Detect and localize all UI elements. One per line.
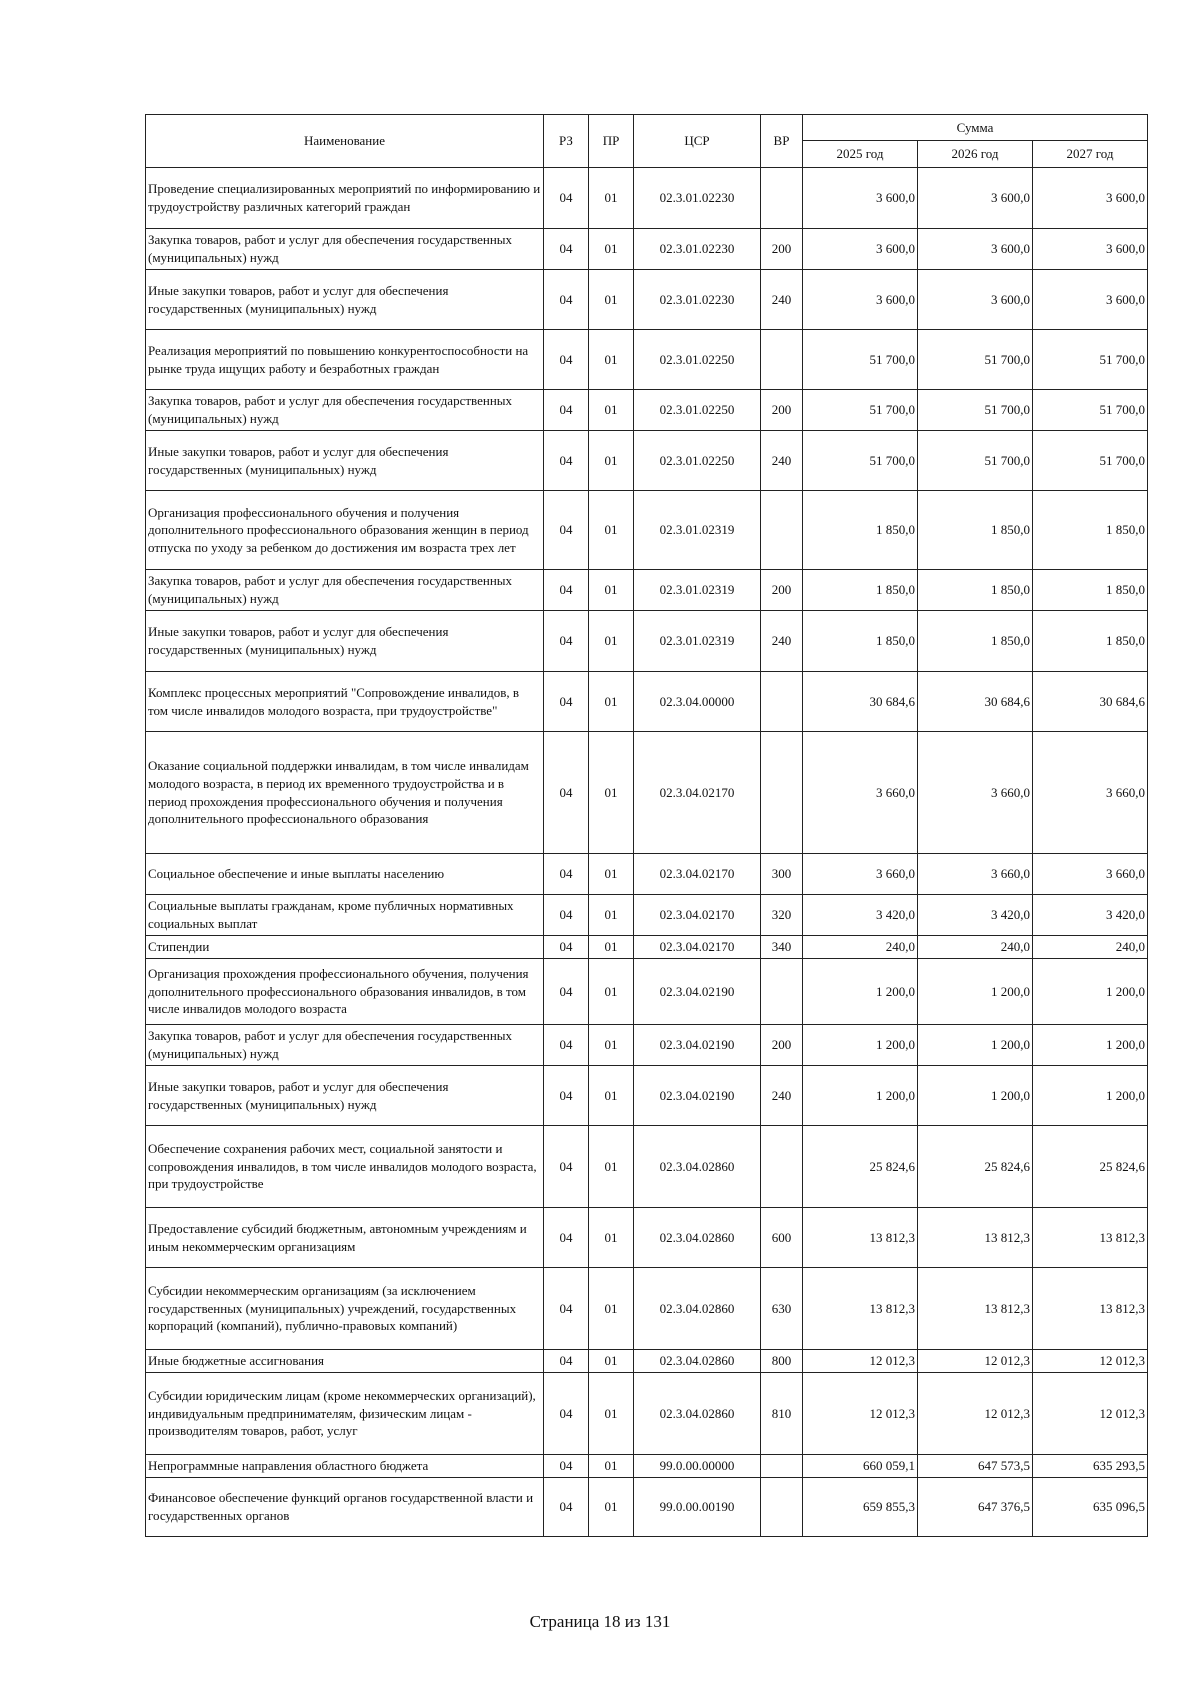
row-amount-2025: 51 700,0 [803, 431, 918, 491]
row-csr: 99.0.00.00000 [634, 1455, 761, 1478]
row-pr: 01 [589, 732, 634, 854]
row-amount-2027: 51 700,0 [1033, 390, 1148, 431]
row-vr: 630 [761, 1268, 803, 1350]
row-vr: 200 [761, 229, 803, 270]
row-vr: 600 [761, 1208, 803, 1268]
header-sum: Сумма [803, 115, 1148, 141]
row-amount-2026: 3 600,0 [918, 168, 1033, 229]
row-name: Закупка товаров, работ и услуг для обеспечения государственных (муниципальных) нужд [146, 570, 544, 611]
row-rz: 04 [544, 229, 589, 270]
row-amount-2027: 51 700,0 [1033, 431, 1148, 491]
row-csr: 02.3.01.02319 [634, 570, 761, 611]
header-pr: ПР [589, 115, 634, 168]
row-rz: 04 [544, 959, 589, 1025]
row-amount-2026: 1 850,0 [918, 570, 1033, 611]
row-rz: 04 [544, 672, 589, 732]
row-rz: 04 [544, 1025, 589, 1066]
row-rz: 04 [544, 611, 589, 672]
row-csr: 02.3.04.02860 [634, 1373, 761, 1455]
row-rz: 04 [544, 330, 589, 390]
table-row [146, 672, 1148, 732]
row-vr: 200 [761, 570, 803, 611]
row-vr: 240 [761, 611, 803, 672]
row-amount-2026: 25 824,6 [918, 1126, 1033, 1208]
row-amount-2027: 3 600,0 [1033, 270, 1148, 330]
header-vr: ВР [761, 115, 803, 168]
row-name: Социальное обеспечение и иные выплаты населению [146, 854, 544, 895]
header-csr: ЦСР [634, 115, 761, 168]
row-amount-2027: 3 660,0 [1033, 732, 1148, 854]
row-amount-2026: 51 700,0 [918, 330, 1033, 390]
row-pr: 01 [589, 491, 634, 570]
row-amount-2025: 1 850,0 [803, 570, 918, 611]
row-amount-2026: 647 376,5 [918, 1478, 1033, 1537]
row-pr: 01 [589, 570, 634, 611]
row-amount-2025: 659 855,3 [803, 1478, 918, 1537]
row-amount-2027: 1 200,0 [1033, 1025, 1148, 1066]
row-vr: 340 [761, 936, 803, 959]
row-pr: 01 [589, 959, 634, 1025]
row-csr: 02.3.01.02250 [634, 390, 761, 431]
row-rz: 04 [544, 1268, 589, 1350]
row-name: Обеспечение сохранения рабочих мест, социальной занятости и сопровождения инвалидов, в том числе инвалидов молодого возраста, при трудоустройстве [146, 1126, 544, 1208]
row-amount-2025: 1 200,0 [803, 1066, 918, 1126]
row-amount-2027: 1 850,0 [1033, 570, 1148, 611]
row-name: Организация прохождения профессионального обучения, получения дополнительного профессионального образования инвалидов, в том числе инвалидов молодого возраста [146, 959, 544, 1025]
row-name: Финансовое обеспечение функций органов государственной власти и государственных органов [146, 1478, 544, 1537]
table-row [146, 1478, 1148, 1537]
row-csr: 02.3.01.02230 [634, 229, 761, 270]
row-name: Иные бюджетные ассигнования [146, 1350, 544, 1373]
row-amount-2026: 1 200,0 [918, 1066, 1033, 1126]
row-amount-2027: 13 812,3 [1033, 1208, 1148, 1268]
table-row [146, 570, 1148, 611]
row-name: Проведение специализированных мероприятий по информированию и трудоустройству различных категорий граждан [146, 168, 544, 229]
row-csr: 02.3.04.02190 [634, 1066, 761, 1126]
row-amount-2025: 660 059,1 [803, 1455, 918, 1478]
row-vr [761, 168, 803, 229]
row-amount-2027: 1 850,0 [1033, 491, 1148, 570]
row-vr [761, 672, 803, 732]
row-amount-2026: 13 812,3 [918, 1268, 1033, 1350]
table-row [146, 959, 1148, 1025]
row-amount-2026: 3 600,0 [918, 229, 1033, 270]
row-name: Субсидии некоммерческим организациям (за исключением государственных (муниципальных) учреждений, государственных корпораций (компаний), публично-правовых компаний) [146, 1268, 544, 1350]
row-pr: 01 [589, 270, 634, 330]
row-vr [761, 959, 803, 1025]
row-name: Непрограммные направления областного бюджета [146, 1455, 544, 1478]
table-row [146, 431, 1148, 491]
row-pr: 01 [589, 854, 634, 895]
row-rz: 04 [544, 1350, 589, 1373]
row-amount-2025: 51 700,0 [803, 390, 918, 431]
row-rz: 04 [544, 1208, 589, 1268]
row-amount-2026: 3 420,0 [918, 895, 1033, 936]
row-pr: 01 [589, 1208, 634, 1268]
row-csr: 02.3.01.02319 [634, 491, 761, 570]
table-body [146, 168, 1148, 1537]
row-vr: 300 [761, 854, 803, 895]
row-pr: 01 [589, 390, 634, 431]
row-amount-2027: 30 684,6 [1033, 672, 1148, 732]
header-year-2027: 2027 год [1033, 141, 1148, 168]
row-pr: 01 [589, 1373, 634, 1455]
row-pr: 01 [589, 330, 634, 390]
row-pr: 01 [589, 1268, 634, 1350]
row-amount-2026: 13 812,3 [918, 1208, 1033, 1268]
row-amount-2025: 13 812,3 [803, 1268, 918, 1350]
row-rz: 04 [544, 168, 589, 229]
row-vr [761, 491, 803, 570]
header-name: Наименование [146, 115, 544, 168]
row-amount-2026: 647 573,5 [918, 1455, 1033, 1478]
table-row [146, 1373, 1148, 1455]
row-amount-2027: 12 012,3 [1033, 1373, 1148, 1455]
row-csr: 02.3.04.02190 [634, 1025, 761, 1066]
row-pr: 01 [589, 936, 634, 959]
table-row [146, 270, 1148, 330]
row-name: Стипендии [146, 936, 544, 959]
header-year-2026: 2026 год [918, 141, 1033, 168]
budget-table [145, 114, 1148, 1537]
row-amount-2025: 13 812,3 [803, 1208, 918, 1268]
row-amount-2025: 1 850,0 [803, 491, 918, 570]
row-amount-2027: 635 293,5 [1033, 1455, 1148, 1478]
row-csr: 99.0.00.00190 [634, 1478, 761, 1537]
row-amount-2026: 12 012,3 [918, 1350, 1033, 1373]
row-amount-2027: 3 600,0 [1033, 229, 1148, 270]
row-amount-2025: 12 012,3 [803, 1350, 918, 1373]
row-pr: 01 [589, 168, 634, 229]
row-amount-2025: 3 660,0 [803, 732, 918, 854]
table-row [146, 1066, 1148, 1126]
row-vr: 320 [761, 895, 803, 936]
row-csr: 02.3.04.00000 [634, 672, 761, 732]
row-csr: 02.3.04.02170 [634, 732, 761, 854]
table-row [146, 229, 1148, 270]
row-rz: 04 [544, 390, 589, 431]
table-row [146, 1126, 1148, 1208]
row-vr: 240 [761, 1066, 803, 1126]
row-amount-2027: 1 200,0 [1033, 959, 1148, 1025]
table-row [146, 854, 1148, 895]
row-pr: 01 [589, 1066, 634, 1126]
row-amount-2027: 240,0 [1033, 936, 1148, 959]
row-amount-2025: 3 600,0 [803, 229, 918, 270]
row-amount-2027: 51 700,0 [1033, 330, 1148, 390]
row-amount-2025: 25 824,6 [803, 1126, 918, 1208]
row-rz: 04 [544, 936, 589, 959]
row-vr: 810 [761, 1373, 803, 1455]
header-rz: РЗ [544, 115, 589, 168]
row-vr [761, 330, 803, 390]
row-amount-2026: 1 200,0 [918, 1025, 1033, 1066]
row-vr [761, 1455, 803, 1478]
table-row [146, 1208, 1148, 1268]
row-pr: 01 [589, 1350, 634, 1373]
row-amount-2026: 51 700,0 [918, 390, 1033, 431]
row-pr: 01 [589, 1455, 634, 1478]
row-csr: 02.3.04.02860 [634, 1208, 761, 1268]
row-amount-2027: 1 200,0 [1033, 1066, 1148, 1126]
row-vr [761, 1478, 803, 1537]
row-rz: 04 [544, 1455, 589, 1478]
table-row [146, 611, 1148, 672]
page-number: Страница 18 из 131 [529, 1612, 671, 1631]
row-rz: 04 [544, 1126, 589, 1208]
row-rz: 04 [544, 491, 589, 570]
row-pr: 01 [589, 431, 634, 491]
row-amount-2025: 240,0 [803, 936, 918, 959]
row-amount-2027: 13 812,3 [1033, 1268, 1148, 1350]
row-rz: 04 [544, 854, 589, 895]
row-csr: 02.3.04.02190 [634, 959, 761, 1025]
row-vr: 240 [761, 431, 803, 491]
row-amount-2025: 1 200,0 [803, 1025, 918, 1066]
row-name: Реализация мероприятий по повышению конкурентоспособности на рынке труда ищущих работу и безработных граждан [146, 330, 544, 390]
row-pr: 01 [589, 229, 634, 270]
row-pr: 01 [589, 672, 634, 732]
row-pr: 01 [589, 895, 634, 936]
row-amount-2026: 1 850,0 [918, 611, 1033, 672]
row-csr: 02.3.04.02860 [634, 1268, 761, 1350]
row-csr: 02.3.01.02230 [634, 168, 761, 229]
row-rz: 04 [544, 1478, 589, 1537]
row-amount-2025: 12 012,3 [803, 1373, 918, 1455]
row-csr: 02.3.01.02250 [634, 431, 761, 491]
row-csr: 02.3.01.02250 [634, 330, 761, 390]
table-row [146, 1350, 1148, 1373]
row-rz: 04 [544, 1373, 589, 1455]
row-amount-2027: 635 096,5 [1033, 1478, 1148, 1537]
row-csr: 02.3.04.02860 [634, 1350, 761, 1373]
row-csr: 02.3.04.02860 [634, 1126, 761, 1208]
row-rz: 04 [544, 270, 589, 330]
row-amount-2027: 3 600,0 [1033, 168, 1148, 229]
row-name: Оказание социальной поддержки инвалидам, в том числе инвалидам молодого возраста, в период их временного трудоустройства и в период прохождения профессионального обучения и получения дополнительного профессионального образования [146, 732, 544, 854]
row-name: Иные закупки товаров, работ и услуг для обеспечения государственных (муниципальных) нужд [146, 270, 544, 330]
row-rz: 04 [544, 570, 589, 611]
row-name: Иные закупки товаров, работ и услуг для обеспечения государственных (муниципальных) нужд [146, 611, 544, 672]
header-year-2025: 2025 год [803, 141, 918, 168]
row-vr [761, 1126, 803, 1208]
row-amount-2025: 3 420,0 [803, 895, 918, 936]
row-csr: 02.3.04.02170 [634, 854, 761, 895]
row-name: Закупка товаров, работ и услуг для обеспечения государственных (муниципальных) нужд [146, 229, 544, 270]
row-name: Субсидии юридическим лицам (кроме некоммерческих организаций), индивидуальным предпринимателям, физическим лицам - производителям товаров, работ, услуг [146, 1373, 544, 1455]
row-csr: 02.3.01.02230 [634, 270, 761, 330]
table-row [146, 330, 1148, 390]
table-row [146, 732, 1148, 854]
row-amount-2027: 1 850,0 [1033, 611, 1148, 672]
row-amount-2025: 3 600,0 [803, 168, 918, 229]
row-name: Комплекс процессных мероприятий "Сопровождение инвалидов, в том числе инвалидов молодого возраста, при трудоустройстве" [146, 672, 544, 732]
row-amount-2025: 51 700,0 [803, 330, 918, 390]
row-amount-2025: 1 850,0 [803, 611, 918, 672]
row-rz: 04 [544, 732, 589, 854]
row-pr: 01 [589, 1126, 634, 1208]
table-row [146, 168, 1148, 229]
row-vr: 800 [761, 1350, 803, 1373]
row-pr: 01 [589, 1478, 634, 1537]
row-name: Закупка товаров, работ и услуг для обеспечения государственных (муниципальных) нужд [146, 1025, 544, 1066]
table-row [146, 1268, 1148, 1350]
row-amount-2026: 1 850,0 [918, 491, 1033, 570]
row-amount-2025: 3 600,0 [803, 270, 918, 330]
table-row [146, 936, 1148, 959]
table-row [146, 491, 1148, 570]
row-pr: 01 [589, 1025, 634, 1066]
row-rz: 04 [544, 431, 589, 491]
row-amount-2027: 12 012,3 [1033, 1350, 1148, 1373]
row-amount-2025: 30 684,6 [803, 672, 918, 732]
row-amount-2026: 51 700,0 [918, 431, 1033, 491]
row-amount-2026: 3 600,0 [918, 270, 1033, 330]
table-row [146, 1455, 1148, 1478]
row-amount-2025: 1 200,0 [803, 959, 918, 1025]
row-amount-2026: 3 660,0 [918, 732, 1033, 854]
table-row [146, 390, 1148, 431]
row-amount-2026: 240,0 [918, 936, 1033, 959]
row-amount-2027: 25 824,6 [1033, 1126, 1148, 1208]
row-amount-2026: 3 660,0 [918, 854, 1033, 895]
row-name: Предоставление субсидий бюджетным, автономным учреждениям и иным некоммерческим организациям [146, 1208, 544, 1268]
row-vr [761, 732, 803, 854]
row-name: Социальные выплаты гражданам, кроме публичных нормативных социальных выплат [146, 895, 544, 936]
row-rz: 04 [544, 895, 589, 936]
row-name: Закупка товаров, работ и услуг для обеспечения государственных (муниципальных) нужд [146, 390, 544, 431]
row-vr: 200 [761, 390, 803, 431]
row-pr: 01 [589, 611, 634, 672]
row-amount-2026: 12 012,3 [918, 1373, 1033, 1455]
row-csr: 02.3.01.02319 [634, 611, 761, 672]
row-name: Иные закупки товаров, работ и услуг для обеспечения государственных (муниципальных) нужд [146, 431, 544, 491]
row-amount-2027: 3 660,0 [1033, 854, 1148, 895]
table-row [146, 1025, 1148, 1066]
row-name: Организация профессионального обучения и получения дополнительного профессионального образования женщин в период отпуска по уходу за ребенком до достижения им возраста трех лет [146, 491, 544, 570]
row-amount-2026: 30 684,6 [918, 672, 1033, 732]
row-rz: 04 [544, 1066, 589, 1126]
table-row [146, 895, 1148, 936]
row-amount-2025: 3 660,0 [803, 854, 918, 895]
row-amount-2027: 3 420,0 [1033, 895, 1148, 936]
row-name: Иные закупки товаров, работ и услуг для обеспечения государственных (муниципальных) нужд [146, 1066, 544, 1126]
row-vr: 240 [761, 270, 803, 330]
row-csr: 02.3.04.02170 [634, 936, 761, 959]
row-vr: 200 [761, 1025, 803, 1066]
row-csr: 02.3.04.02170 [634, 895, 761, 936]
row-amount-2026: 1 200,0 [918, 959, 1033, 1025]
